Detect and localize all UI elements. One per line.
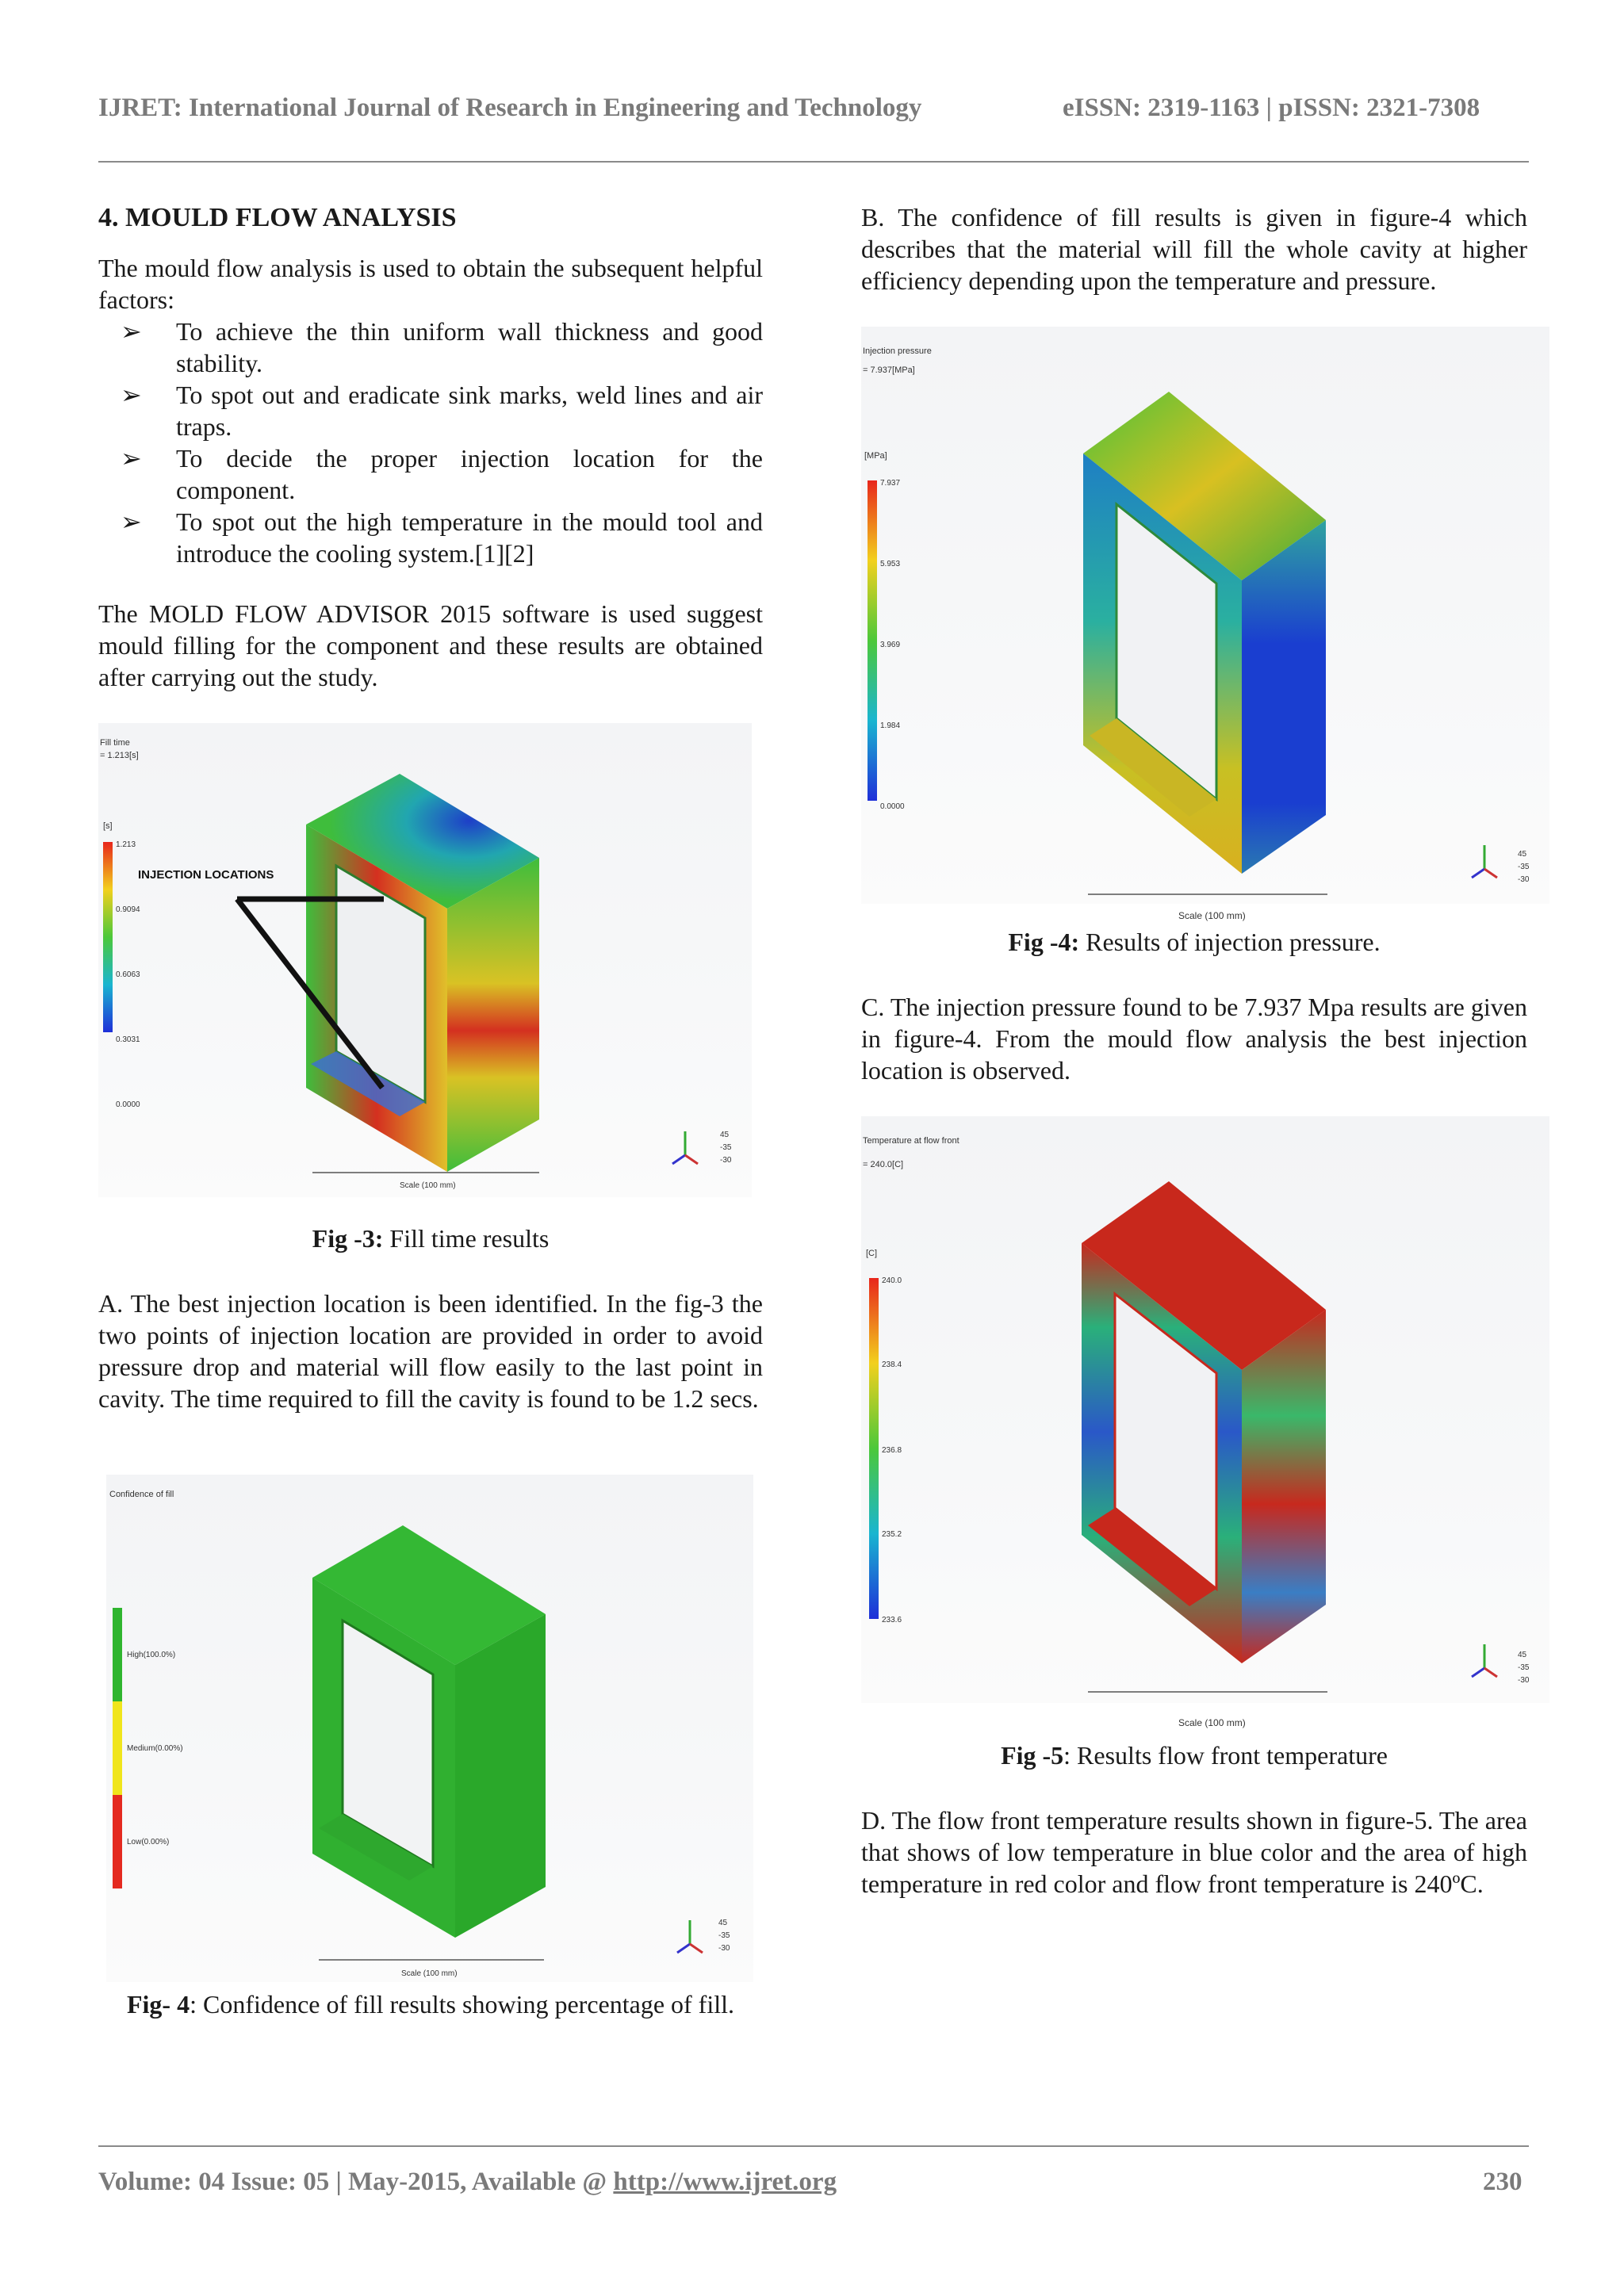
software-paragraph: The MOLD FLOW ADVISOR 2015 software is used suggest mould filling for the component and these results are obtained after carrying out the study. — [98, 599, 763, 691]
page-number: 230 — [1483, 2168, 1522, 2196]
journal-link[interactable]: http://www.ijret.org — [613, 2168, 837, 2196]
scale-tick: 0.9094 — [116, 905, 140, 914]
color-scale-bar — [868, 480, 877, 801]
axis-triad-icon — [1472, 845, 1497, 878]
box-right-face — [447, 858, 539, 1172]
scale-tick: 0.0000 — [116, 1100, 140, 1109]
legend-label: High(100.0%) — [127, 1651, 176, 1659]
scale-label: Scale (100 mm) — [401, 1969, 458, 1978]
view-angle: -30 — [1518, 1676, 1530, 1685]
box-right-face — [1242, 520, 1326, 874]
list-item: ➢ To spot out and eradicate sink marks, weld lines and air traps. — [98, 379, 763, 442]
view-angle: -35 — [718, 1931, 730, 1940]
footer-rule — [98, 2145, 1529, 2147]
paragraph-c: C. The injection pressure found to be 7.937 Mpa results are given in figure-4. From the mould flow analysis the best injection location is observed. — [861, 993, 1527, 1085]
view-angle: 45 — [1518, 1651, 1527, 1659]
header-rule — [98, 161, 1529, 163]
paragraph-a: A. The best injection location is been identified. In the fig-3 the two points of injection location are provided in order to avoid pressure drop and material will flow easily to the last point in cavity. The time required to fill the cavity is found to be 1.2 secs. — [98, 1289, 763, 1413]
section-title: 4. MOULD FLOW ANALYSIS — [98, 203, 457, 232]
fig4-left-caption: Fig- 4: Confidence of fill results showing percentage of fill. — [126, 1990, 734, 2019]
legend-label: Low(0.00%) — [127, 1838, 170, 1846]
axis-triad-icon — [677, 1920, 703, 1953]
confidence-figure — [106, 1475, 753, 1982]
axis-triad-icon — [1472, 1644, 1497, 1677]
legend-low-swatch — [113, 1795, 122, 1888]
footer-volume: Volume: 04 Issue: 05 | May-2015, Available @ http://www.ijret.org — [98, 2168, 837, 2196]
temperature-render — [861, 1116, 1549, 1703]
scale-tick: 240.0 — [882, 1276, 902, 1285]
injection-annotation: INJECTION LOCATIONS — [138, 868, 274, 882]
confidence-render — [106, 1475, 753, 1982]
view-angle: 45 — [1518, 850, 1527, 859]
view-angle: -35 — [1518, 1663, 1530, 1672]
arrow-bullet-icon: ➢ — [121, 317, 142, 346]
intro-paragraph: The mould flow analysis is used to obtain the subsequent helpful factors: — [98, 254, 763, 314]
legend-unit: [C] — [866, 1249, 878, 1258]
view-angle: -30 — [1518, 875, 1530, 884]
arrow-bullet-icon: ➢ — [121, 507, 142, 536]
scale-tick: 7.937 — [880, 479, 901, 488]
box-right-face — [1242, 1310, 1326, 1663]
journal-title: IJRET: International Journal of Research in Engineering and Technology — [98, 94, 922, 122]
legend-value: = 240.0[C] — [863, 1160, 904, 1169]
scale-tick: 236.8 — [882, 1446, 902, 1455]
legend-title: Injection pressure — [863, 346, 932, 356]
view-angle: -30 — [718, 1944, 730, 1953]
legend-title: Confidence of fill — [109, 1490, 174, 1499]
temperature-figure — [861, 1116, 1549, 1703]
pressure-figure — [861, 327, 1549, 904]
axis-triad-icon — [672, 1131, 698, 1164]
legend-label: Medium(0.00%) — [127, 1744, 183, 1753]
view-angle: 45 — [718, 1919, 728, 1927]
scale-tick: 5.953 — [880, 560, 901, 568]
scale-tick: 238.4 — [882, 1360, 902, 1369]
list-item: ➢ To decide the proper injection location for the component. — [98, 442, 763, 506]
list-item: ➢ To spot out the high temperature in the mould tool and introduce the cooling system.[1][2] — [98, 506, 763, 569]
view-angle: -30 — [720, 1156, 732, 1165]
scale-tick: 0.0000 — [880, 802, 905, 811]
issn-info: eISSN: 2319-1163 | pISSN: 2321-7308 — [1063, 94, 1480, 122]
scale-tick: 1.984 — [880, 721, 901, 730]
color-scale-bar — [869, 1278, 879, 1619]
scale-label: Scale (100 mm) — [400, 1181, 456, 1190]
scale-tick: 3.969 — [880, 641, 901, 649]
list-item: ➢ To achieve the thin uniform wall thickness and good stability. — [98, 316, 763, 379]
legend-medium-swatch — [113, 1701, 122, 1795]
box-right-face — [455, 1614, 546, 1938]
fig4-right-caption: Fig -4: Results of injection pressure. — [1008, 928, 1381, 956]
color-scale-bar — [103, 842, 113, 1032]
scale-tick: 0.3031 — [116, 1035, 140, 1044]
legend-title: Fill time — [100, 738, 130, 748]
scale-tick: 1.213 — [116, 840, 136, 849]
view-angle: -35 — [720, 1143, 732, 1152]
arrow-bullet-icon: ➢ — [121, 444, 142, 473]
fig3-caption: Fig -3: Fill time results — [312, 1224, 550, 1253]
legend-title: Temperature at flow front — [863, 1136, 959, 1146]
legend-unit: [MPa] — [864, 451, 887, 461]
fig5-caption: Fig -5: Results flow front temperature — [1001, 1741, 1388, 1770]
scale-tick: 233.6 — [882, 1616, 902, 1624]
pressure-render — [861, 327, 1549, 904]
legend-value: = 7.937[MPa] — [863, 365, 915, 375]
legend-high-swatch — [113, 1608, 122, 1701]
fill-time-render — [98, 723, 752, 1197]
scale-label: Scale (100 mm) — [1178, 1717, 1246, 1728]
paragraph-b: B. The confidence of fill results is given in figure-4 which describes that the material will fill the whole cavity at higher efficiency depending upon the temperature and pressure. — [861, 203, 1527, 295]
view-angle: 45 — [720, 1131, 730, 1139]
legend-value: = 1.213[s] — [100, 751, 139, 760]
scale-tick: 0.6063 — [116, 970, 140, 979]
arrow-bullet-icon: ➢ — [121, 381, 142, 409]
legend-unit: [s] — [103, 821, 113, 831]
paragraph-d: D. The flow front temperature results shown in figure-5. The area that shows of low temperature in blue color and the area of high temperature in red color and flow front temperature is 240ºC. — [861, 1806, 1527, 1898]
scale-label: Scale (100 mm) — [1178, 910, 1246, 921]
scale-tick: 235.2 — [882, 1530, 902, 1539]
view-angle: -35 — [1518, 863, 1530, 871]
fill-time-figure — [98, 723, 752, 1197]
factor-list — [98, 316, 763, 569]
